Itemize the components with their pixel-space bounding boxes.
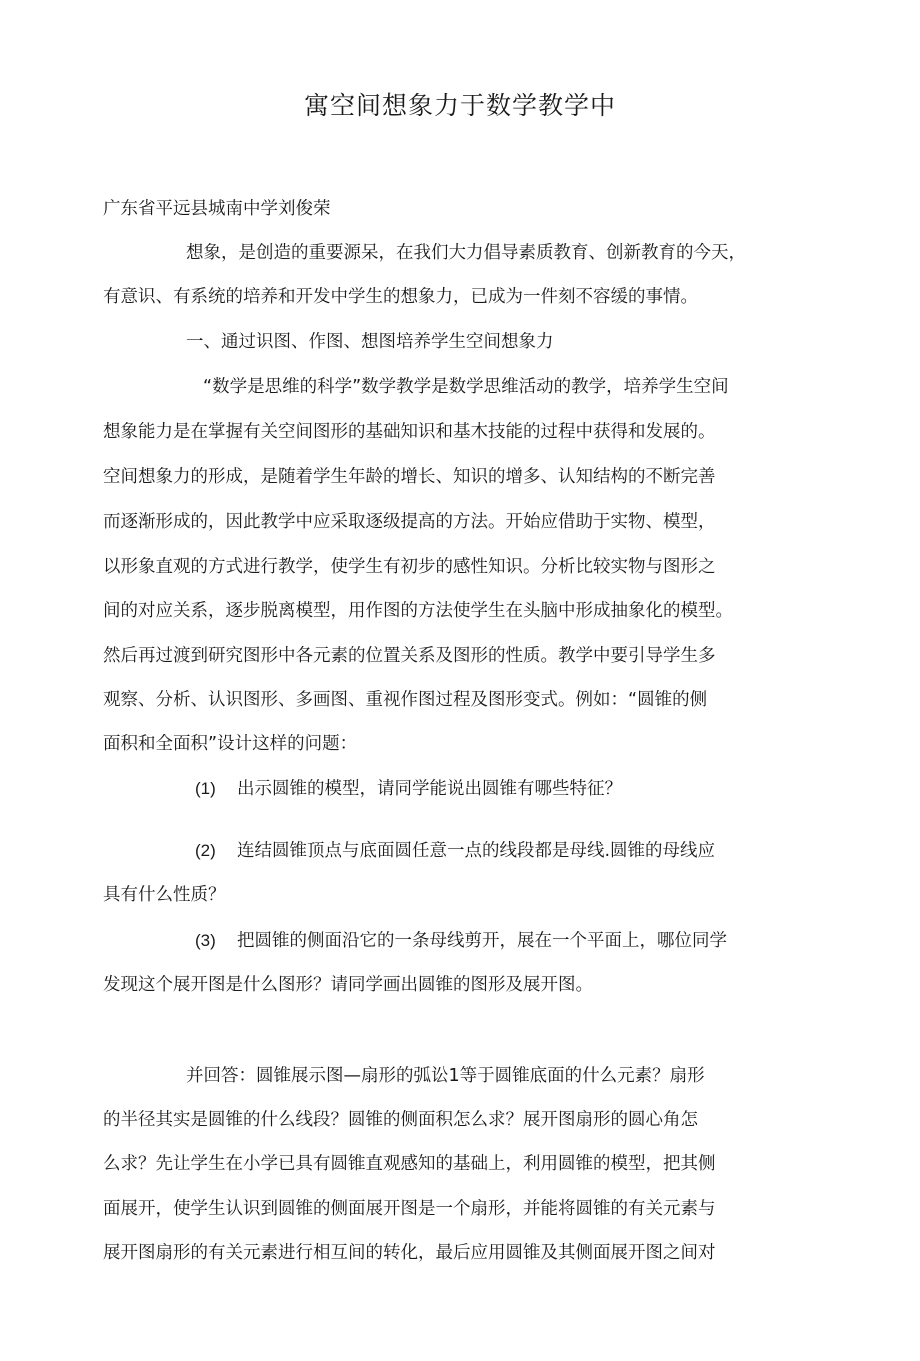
para2-line-1: 并回答：圆锥展示图—扇形的弧讼1等于圆锥底面的什么元素？扇形	[186, 1066, 705, 1086]
para2-line-4: 面展开，使学生认识到圆锥的侧面展开图是一个扇形，并能将圆锥的有关元素与	[103, 1199, 716, 1219]
page-title: 寓空间想象力于数学教学中	[303, 91, 616, 120]
para1-line-3: 空间想象力的形成，是随着学生年龄的增长、知识的增多、认知结构的不断完善	[103, 467, 716, 487]
question-1	[195, 776, 622, 802]
question-2-text: 连结圆锥顶点与底面圆任意一点的线段都是母线.圆锥的母线应	[237, 841, 716, 861]
intro-line-2: 有意识、有系统的培养和开发中学生的想象力，已成为一件刻不容缓的事情。	[103, 287, 698, 307]
para1-line-4: 而逐渐形成的，因此教学中应采取逐级提高的方法。开始应借助于实物、模型，	[103, 512, 716, 532]
para1-line-1: “数学是思维的科学”数学教学是数学思维活动的教学，培养学生空间	[203, 377, 729, 397]
para2-line-3: 么求？先让学生在小学已具有圆锥直观感知的基础上，利用圆锥的模型，把其侧	[103, 1154, 716, 1174]
question-1-text: 出示圆锥的模型，请同学能说出圆锥有哪些特征？	[237, 779, 622, 799]
para1-line-9: 面积和全面积”设计这样的问题：	[103, 734, 358, 754]
intro-line-1: 想象，是创造的重要源呆，在我们大力倡导素质教育、创新教育的今天，	[186, 243, 746, 263]
question-2	[195, 838, 715, 864]
question-3-number: (3)	[195, 931, 216, 950]
question-2-number: (2)	[195, 841, 216, 860]
question-3-continuation: 发现这个展开图是什么图形？请同学画出圆锥的图形及展开图。	[103, 975, 593, 995]
section-heading: 一、通过识图、作图、想图培养学生空间想象力	[186, 332, 554, 352]
para2-line-5: 展开图扇形的有关元素进行相互间的转化，最后应用圆锥及其侧面展开图之间对	[103, 1243, 716, 1263]
para1-line-5: 以形象直观的方式进行教学，使学生有初步的感性知识。分析比较实物与图形之	[103, 557, 716, 577]
author-line: 广东省平远县城南中学刘俊荣	[103, 199, 331, 219]
question-1-number: (1)	[195, 779, 216, 798]
question-3-text: 把圆锥的侧面沿它的一条母线剪开，展在一个平面上，哪位同学	[237, 931, 727, 951]
question-2-continuation: 具有什么性质？	[103, 885, 226, 905]
para2-line-2: 的半径其实是圆锥的什么线段？圆锥的侧面积怎么求？展开图扇形的圆心角怎	[103, 1110, 698, 1130]
question-3	[195, 928, 727, 954]
para1-line-6: 间的对应关系，逐步脱离模型，用作图的方法使学生在头脑中形成抽象化的模型。	[103, 601, 733, 621]
para1-line-7: 然后再过渡到研究图形中各元素的位置关系及图形的性质。教学中要引导学生多	[103, 646, 716, 666]
para1-line-2: 想象能力是在掌握有关空间图形的基础知识和基木技能的过程中获得和发展的。	[103, 422, 716, 442]
para1-line-8: 观察、分析、认识图形、多画图、重视作图过程及图形变式。例如：“圆锥的侧	[103, 690, 708, 710]
